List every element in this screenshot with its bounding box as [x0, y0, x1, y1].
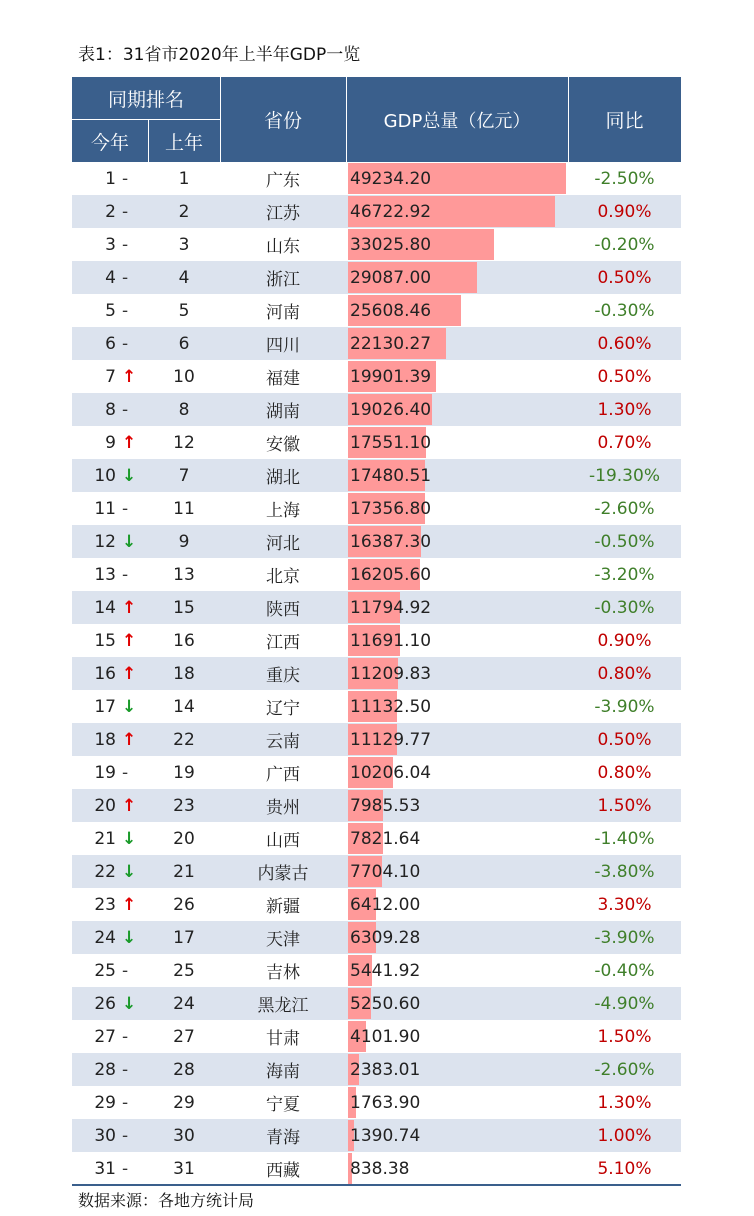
table-row [72, 690, 681, 723]
dash-icon: - [122, 201, 129, 222]
table-row [72, 162, 681, 195]
rank-last-year: 25 [173, 960, 195, 981]
gdp-value: 7985.53 [350, 795, 421, 816]
arrow-up-icon: ↑ [122, 663, 137, 684]
rank-this-year-cell [72, 294, 148, 327]
yoy-change: -0.30% [594, 597, 655, 618]
gdp-cell [346, 789, 568, 822]
table-row [72, 756, 681, 789]
gdp-value: 33025.80 [350, 234, 432, 255]
gdp-cell [346, 261, 568, 294]
gdp-cell [346, 954, 568, 987]
dash-icon: - [122, 564, 129, 585]
table-row [72, 591, 681, 624]
rank-this-year: 17 [94, 696, 116, 717]
province-name: 湖北 [266, 468, 300, 488]
province-name: 内蒙古 [257, 864, 309, 884]
rank-this-year-cell [72, 558, 148, 591]
table-row [72, 492, 681, 525]
dash-icon: - [122, 234, 129, 255]
gdp-cell [346, 822, 568, 855]
province-name: 黑龙江 [257, 996, 309, 1016]
arrow-down-icon: ↓ [122, 696, 137, 717]
rank-this-year: 4 [105, 267, 116, 288]
yoy-change: 3.30% [597, 894, 652, 915]
rank-this-year-cell [72, 195, 148, 228]
rank-last-year: 12 [173, 432, 195, 453]
rank-this-year: 14 [94, 597, 116, 618]
province-name: 海南 [266, 1062, 300, 1082]
table-row [72, 393, 681, 426]
yoy-change: 0.80% [597, 663, 652, 684]
rank-last-year: 8 [178, 399, 190, 420]
rank-this-year: 20 [94, 795, 116, 816]
dash-icon: - [122, 762, 129, 783]
province-name: 吉林 [266, 963, 300, 983]
province-name: 江苏 [266, 204, 300, 224]
rank-last-year: 19 [173, 762, 195, 783]
yoy-change: -19.30% [589, 465, 660, 486]
rank-this-year-cell [72, 855, 148, 888]
gdp-value: 49234.20 [350, 168, 432, 189]
header-yoy: 同比 [605, 110, 644, 132]
gdp-cell [346, 756, 568, 789]
yoy-change: -0.40% [594, 960, 655, 981]
gdp-value: 10206.04 [350, 762, 432, 783]
rank-this-year-cell [72, 393, 148, 426]
gdp-cell [346, 690, 568, 723]
gdp-cell [346, 558, 568, 591]
dash-icon: - [122, 267, 129, 288]
province-name: 青海 [266, 1128, 300, 1148]
rank-last-year: 29 [173, 1092, 195, 1113]
rank-this-year: 27 [94, 1026, 116, 1047]
gdp-cell [346, 360, 568, 393]
rank-last-year: 27 [173, 1026, 195, 1047]
yoy-change: -0.30% [594, 300, 655, 321]
rank-last-year: 28 [173, 1059, 195, 1080]
gdp-value: 11691.10 [350, 630, 432, 651]
rank-last-year: 18 [173, 663, 195, 684]
province-name: 浙江 [266, 270, 300, 290]
arrow-up-icon: ↑ [122, 597, 137, 618]
table-row [72, 360, 681, 393]
rank-this-year: 25 [94, 960, 116, 981]
gdp-cell [346, 888, 568, 921]
table-row [72, 294, 681, 327]
gdp-cell [346, 1119, 568, 1152]
arrow-up-icon: ↑ [122, 795, 137, 816]
rank-this-year-cell [72, 261, 148, 294]
rank-this-year: 18 [94, 729, 116, 750]
yoy-change: -3.80% [594, 861, 655, 882]
gdp-value: 11129.77 [350, 729, 432, 750]
table-row [72, 1020, 681, 1053]
header-divider [568, 77, 569, 162]
dash-icon: - [122, 498, 129, 519]
rank-last-year: 30 [173, 1125, 195, 1146]
rank-this-year-cell [72, 657, 148, 690]
gdp-cell [346, 525, 568, 558]
table-row [72, 657, 681, 690]
province-name: 辽宁 [266, 699, 300, 719]
gdp-value: 11794.92 [350, 597, 432, 618]
province-name: 山西 [266, 831, 300, 851]
gdp-value: 6412.00 [350, 894, 421, 915]
gdp-cell [346, 657, 568, 690]
yoy-change: -0.20% [594, 234, 655, 255]
arrow-up-icon: ↑ [122, 729, 137, 750]
table-row [72, 789, 681, 822]
yoy-change: -4.90% [594, 993, 655, 1014]
gdp-value: 19026.40 [350, 399, 432, 420]
gdp-cell [346, 294, 568, 327]
gdp-cell [346, 987, 568, 1020]
rank-this-year-cell [72, 1020, 148, 1053]
yoy-change: 0.90% [597, 630, 652, 651]
table-title: 表1：31省市2020年上半年GDP一览 [78, 45, 361, 65]
rank-last-year: 7 [178, 465, 190, 486]
rank-last-year: 21 [173, 861, 195, 882]
gdp-cell [346, 723, 568, 756]
yoy-change: -1.40% [594, 828, 655, 849]
rank-last-year: 22 [173, 729, 195, 750]
rank-last-year: 4 [178, 267, 190, 288]
arrow-down-icon: ↓ [122, 993, 137, 1014]
table-row [72, 1119, 681, 1152]
province-name: 重庆 [266, 666, 300, 686]
header-divider [72, 119, 220, 120]
rank-last-year: 23 [173, 795, 195, 816]
yoy-change: 0.60% [597, 333, 652, 354]
gdp-value: 16387.30 [350, 531, 432, 552]
arrow-up-icon: ↑ [122, 894, 137, 915]
table-row [72, 1086, 681, 1119]
yoy-change: -0.50% [594, 531, 655, 552]
province-name: 北京 [266, 567, 300, 587]
rank-last-year: 31 [173, 1158, 195, 1179]
gdp-value: 17480.51 [350, 465, 432, 486]
table-row [72, 624, 681, 657]
rank-this-year: 8 [105, 399, 116, 420]
gdp-cell [346, 921, 568, 954]
rank-this-year-cell [72, 459, 148, 492]
yoy-change: 1.30% [597, 1092, 652, 1113]
rank-this-year-cell [72, 228, 148, 261]
rank-last-year: 20 [173, 828, 195, 849]
table-row [72, 525, 681, 558]
rank-this-year: 7 [105, 366, 116, 387]
arrow-down-icon: ↓ [122, 465, 137, 486]
rank-this-year-cell [72, 987, 148, 1020]
yoy-change: 0.50% [597, 729, 652, 750]
gdp-cell [346, 591, 568, 624]
table-row [72, 822, 681, 855]
yoy-change: 0.80% [597, 762, 652, 783]
gdp-cell [346, 393, 568, 426]
rank-this-year-cell [72, 492, 148, 525]
dash-icon: - [122, 1158, 129, 1179]
gdp-cell [346, 459, 568, 492]
rank-this-year: 28 [94, 1059, 116, 1080]
table-body [72, 162, 681, 1185]
gdp-table [72, 77, 681, 1185]
rank-last-year: 14 [173, 696, 195, 717]
rank-this-year: 29 [94, 1092, 116, 1113]
gdp-cell [346, 1053, 568, 1086]
yoy-change: -3.20% [594, 564, 655, 585]
arrow-down-icon: ↓ [122, 861, 137, 882]
gdp-value: 1390.74 [350, 1125, 421, 1146]
province-name: 江西 [266, 633, 300, 653]
gdp-cell [346, 1152, 568, 1185]
yoy-change: 1.00% [597, 1125, 652, 1146]
gdp-cell [346, 492, 568, 525]
rank-last-year: 5 [178, 300, 190, 321]
rank-this-year: 15 [94, 630, 116, 651]
province-name: 上海 [266, 501, 300, 521]
gdp-value: 5250.60 [350, 993, 421, 1014]
table-row [72, 261, 681, 294]
dash-icon: - [122, 399, 129, 420]
header-divider [148, 119, 149, 162]
rank-this-year: 24 [94, 927, 116, 948]
province-name: 安徽 [266, 435, 300, 455]
arrow-up-icon: ↑ [122, 432, 137, 453]
province-name: 山东 [266, 237, 300, 257]
rank-this-year: 22 [94, 861, 116, 882]
yoy-change: -2.50% [594, 168, 655, 189]
rank-this-year-cell [72, 591, 148, 624]
rank-this-year-cell [72, 822, 148, 855]
rank-this-year-cell [72, 888, 148, 921]
rank-this-year-cell [72, 756, 148, 789]
gdp-cell [346, 162, 568, 195]
province-name: 河南 [266, 303, 300, 323]
province-name: 天津 [266, 930, 300, 950]
rank-this-year-cell [72, 162, 148, 195]
gdp-cell [346, 624, 568, 657]
yoy-change: 0.50% [597, 267, 652, 288]
rank-this-year: 10 [94, 465, 116, 486]
yoy-change: 1.50% [597, 795, 652, 816]
gdp-value: 17356.80 [350, 498, 432, 519]
province-name: 陕西 [266, 600, 300, 620]
rank-last-year: 15 [173, 597, 195, 618]
arrow-up-icon: ↑ [122, 630, 137, 651]
dash-icon: - [122, 1059, 129, 1080]
yoy-change: 5.10% [597, 1158, 652, 1179]
rank-this-year-cell [72, 1119, 148, 1152]
arrow-down-icon: ↓ [122, 828, 137, 849]
arrow-down-icon: ↓ [122, 927, 137, 948]
dash-icon: - [122, 300, 129, 321]
gdp-cell [346, 1086, 568, 1119]
gdp-value: 1763.90 [350, 1092, 421, 1113]
rank-this-year-cell [72, 525, 148, 558]
table-row [72, 228, 681, 261]
rank-this-year-cell [72, 1152, 148, 1185]
rank-last-year: 2 [178, 201, 190, 222]
rank-this-year: 5 [105, 300, 116, 321]
gdp-value: 2383.01 [350, 1059, 421, 1080]
rank-this-year: 31 [94, 1158, 116, 1179]
province-name: 河北 [266, 534, 300, 554]
gdp-cell [346, 855, 568, 888]
rank-this-year-cell [72, 1086, 148, 1119]
rank-this-year-cell [72, 426, 148, 459]
rank-last-year: 16 [173, 630, 195, 651]
gdp-value: 29087.00 [350, 267, 432, 288]
gdp-value: 46722.92 [350, 201, 432, 222]
gdp-cell [346, 195, 568, 228]
dash-icon: - [122, 1092, 129, 1113]
gdp-value: 6309.28 [350, 927, 421, 948]
table-row [72, 855, 681, 888]
gdp-value: 7704.10 [350, 861, 421, 882]
rank-this-year-cell [72, 789, 148, 822]
rank-this-year: 12 [94, 531, 116, 552]
province-name: 广西 [266, 765, 300, 785]
yoy-change: 1.30% [597, 399, 652, 420]
table-row [72, 1152, 681, 1185]
gdp-value: 19901.39 [350, 366, 432, 387]
rank-last-year: 17 [173, 927, 195, 948]
header-divider [346, 77, 347, 162]
table-row [72, 459, 681, 492]
yoy-change: -3.90% [594, 927, 655, 948]
rank-last-year: 13 [173, 564, 195, 585]
gdp-value: 25608.46 [350, 300, 432, 321]
gdp-value: 11132.50 [350, 696, 432, 717]
rank-this-year-cell [72, 360, 148, 393]
rank-this-year: 9 [105, 432, 116, 453]
province-name: 西藏 [266, 1161, 300, 1181]
gdp-cell [346, 327, 568, 360]
province-name: 福建 [266, 369, 300, 389]
province-name: 新疆 [266, 897, 300, 917]
gdp-value: 11209.83 [350, 663, 432, 684]
rank-this-year-cell [72, 624, 148, 657]
rank-this-year: 26 [94, 993, 116, 1014]
rank-this-year: 2 [105, 201, 116, 222]
rank-last-year: 1 [178, 168, 190, 189]
province-name: 宁夏 [266, 1095, 300, 1115]
gdp-value: 4101.90 [350, 1026, 421, 1047]
yoy-change: -2.60% [594, 498, 655, 519]
rank-last-year: 11 [173, 498, 195, 519]
header-divider [220, 77, 221, 162]
header-this-year: 今年 [90, 131, 129, 154]
rank-this-year: 11 [94, 498, 116, 519]
rank-last-year: 9 [178, 531, 190, 552]
table-row [72, 888, 681, 921]
gdp-value: 838.38 [350, 1158, 410, 1179]
source-note: 数据来源：各地方统计局 [78, 1191, 255, 1210]
yoy-change: -2.60% [594, 1059, 655, 1080]
dash-icon: - [122, 168, 129, 189]
yoy-change: 0.50% [597, 366, 652, 387]
table-row [72, 954, 681, 987]
table-row [72, 426, 681, 459]
gdp-cell [346, 228, 568, 261]
arrow-down-icon: ↓ [122, 531, 137, 552]
table-row [72, 1053, 681, 1086]
arrow-up-icon: ↑ [122, 366, 137, 387]
gdp-cell [346, 1020, 568, 1053]
yoy-change: -3.90% [594, 696, 655, 717]
province-name: 四川 [266, 336, 300, 356]
header-last-year: 上年 [164, 131, 203, 154]
province-name: 甘肃 [266, 1029, 300, 1049]
province-name: 云南 [266, 732, 300, 752]
rank-this-year: 21 [94, 828, 116, 849]
table-row [72, 987, 681, 1020]
table-row [72, 921, 681, 954]
rank-this-year: 3 [105, 234, 116, 255]
rank-this-year: 13 [94, 564, 116, 585]
yoy-change: 0.90% [597, 201, 652, 222]
rank-last-year: 24 [173, 993, 195, 1014]
rank-this-year: 16 [94, 663, 116, 684]
rank-this-year: 6 [105, 333, 116, 354]
gdp-value: 16205.60 [350, 564, 432, 585]
gdp-value: 5441.92 [350, 960, 421, 981]
rank-last-year: 10 [173, 366, 195, 387]
dash-icon: - [122, 333, 129, 354]
yoy-change: 1.50% [597, 1026, 652, 1047]
province-name: 贵州 [266, 798, 300, 818]
rank-last-year: 26 [173, 894, 195, 915]
rank-last-year: 6 [178, 333, 190, 354]
header-rank-group: 同期排名 [107, 88, 184, 111]
header-province: 省份 [263, 110, 302, 132]
dash-icon: - [122, 1026, 129, 1047]
province-name: 广东 [266, 171, 300, 191]
rank-this-year-cell [72, 690, 148, 723]
gdp-value: 7821.64 [350, 828, 421, 849]
rank-this-year-cell [72, 723, 148, 756]
table-header [72, 77, 681, 162]
rank-this-year-cell [72, 954, 148, 987]
rank-last-year: 3 [178, 234, 190, 255]
rank-this-year: 23 [94, 894, 116, 915]
yoy-change: 0.70% [597, 432, 652, 453]
province-name: 湖南 [266, 402, 300, 422]
rank-this-year-cell [72, 1053, 148, 1086]
table-row [72, 723, 681, 756]
rank-this-year-cell [72, 327, 148, 360]
gdp-value: 17551.10 [350, 432, 432, 453]
gdp-cell [346, 426, 568, 459]
table-row [72, 195, 681, 228]
rank-this-year: 1 [105, 168, 116, 189]
table-row [72, 558, 681, 591]
rank-this-year: 19 [94, 762, 116, 783]
dash-icon: - [122, 960, 129, 981]
gdp-value: 22130.27 [350, 333, 432, 354]
table-row [72, 327, 681, 360]
rank-this-year-cell [72, 921, 148, 954]
header-gdp: GDP总量（亿元） [383, 110, 531, 132]
dash-icon: - [122, 1125, 129, 1146]
rank-this-year: 30 [94, 1125, 116, 1146]
